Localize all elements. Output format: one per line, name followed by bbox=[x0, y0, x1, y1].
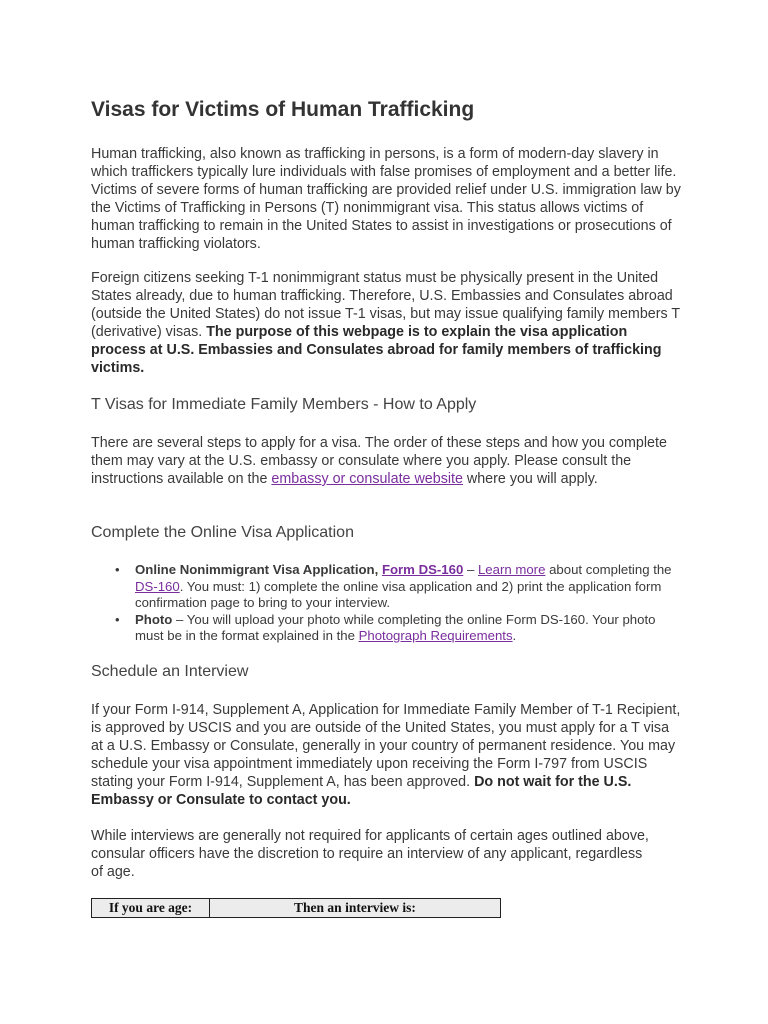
ds160-instructions: . You must: 1) complete the online visa application and 2) print the application form confirmation page to bring to your interview. bbox=[135, 578, 662, 610]
interview-age-table bbox=[91, 898, 501, 918]
interview-paragraph-text: If your Form I-914, Supplement A, Application for Immediate Family Member of T-1 Recipient, is approved by USCIS and you are outside of the United States, you must apply for a T visa at a U.S. Embassy or Consulate, generally in your country of permanent residence. You may schedule your visa appointment immediately upon receiving the Form I-797 from USCIS stating your Form I-914, Supplement A, has been approved. bbox=[91, 702, 681, 790]
embassy-website-link[interactable]: embassy or consulate website bbox=[271, 471, 463, 487]
section-heading-online-application: Complete the Online Visa Application bbox=[91, 524, 354, 541]
photo-text-end: . bbox=[512, 628, 517, 643]
ds160-label: Online Nonimmigrant Visa Application, bbox=[135, 562, 382, 577]
status-paragraph-text: Foreign citizens seeking T-1 nonimmigrant status must be physically present in the United States already, due to human trafficking. Therefore, U.S. Embassies and Consulates abroad (outside the United States) do not issue T-1 visas, but may issue qualifying family members T (derivative) visas. bbox=[91, 270, 680, 340]
steps-paragraph-end: where you will apply. bbox=[462, 471, 598, 487]
page-title: Visas for Victims of Human Trafficking bbox=[91, 98, 475, 121]
do-not-wait-notice: Do not wait for the U.S. Embassy or Consulate to contact you. bbox=[91, 774, 632, 808]
section-heading-schedule-interview: Schedule an Interview bbox=[91, 663, 249, 680]
list-item-photo bbox=[115, 611, 687, 645]
photo-text: – You will upload your photo while completing the online Form DS-160. Your photo must be in the format explained in the bbox=[135, 611, 656, 643]
table-header-row bbox=[92, 899, 501, 918]
section-heading-how-to-apply: T Visas for Immediate Family Members - How to Apply bbox=[91, 396, 477, 413]
table-header-age: If you are age: bbox=[92, 899, 210, 918]
bullet-icon: • bbox=[115, 562, 120, 577]
table-header-interview: Then an interview is: bbox=[210, 899, 501, 918]
photo-label: Photo bbox=[135, 611, 173, 627]
steps-paragraph-text: There are several steps to apply for a visa. The order of these steps and how you complete them may vary at the U.S. embassy or consulate where you apply. Please consult the instructions available on the bbox=[91, 435, 667, 487]
interview-paragraph bbox=[91, 701, 681, 809]
ds160-link[interactable]: DS-160 bbox=[135, 578, 180, 594]
status-paragraph bbox=[91, 269, 683, 377]
interview-discretion-paragraph: While interviews are generally not required for applicants of certain ages outlined above, consular officers have the discretion to require an interview of any applicant, regardless of age. bbox=[91, 828, 649, 880]
ds160-text: about completing the bbox=[545, 562, 672, 577]
form-ds160-link[interactable]: Form DS-160 bbox=[381, 562, 464, 577]
intro-paragraph: Human trafficking, also known as trafficking in persons, is a form of modern-day slavery in which traffickers typically lure individuals with false promises of employment and a better life. Victims of severe forms of human trafficking are provided relief under U.S. immigration law by the Victims of Trafficking in Persons (T) nonimmigrant visa. This status allows victims of human trafficking to remain in the United States to assist in investigations or prosecutions of human trafficking violators. bbox=[91, 146, 681, 252]
photograph-requirements-link[interactable]: Photograph Requirements bbox=[358, 628, 513, 643]
learn-more-link[interactable]: Learn more bbox=[477, 562, 546, 577]
purpose-statement: The purpose of this webpage is to explain the visa application process at U.S. Embassies and Consulates abroad for family members of trafficking victims. bbox=[91, 324, 662, 376]
steps-paragraph bbox=[91, 434, 676, 488]
bullet-icon: • bbox=[115, 611, 120, 627]
application-steps-list bbox=[115, 562, 687, 645]
list-item-ds160 bbox=[115, 562, 687, 612]
dash-text: – bbox=[463, 562, 478, 577]
